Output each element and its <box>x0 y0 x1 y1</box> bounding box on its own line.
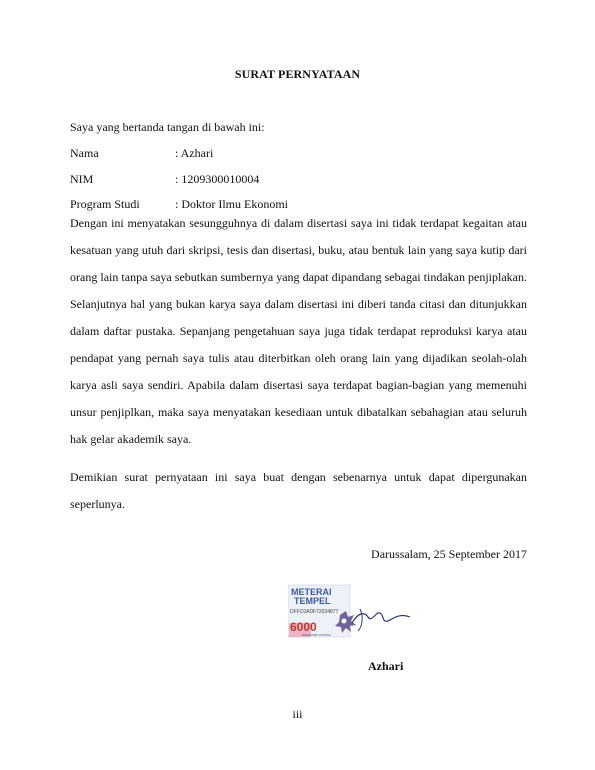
stamp-label-1: METERAI <box>291 587 332 597</box>
stamp-and-signature <box>288 583 418 638</box>
stamp-amount: 6000 <box>290 620 317 634</box>
field-value: : Doktor Ilmu Ekonomi <box>175 197 288 211</box>
field-nama <box>70 146 213 161</box>
field-nim <box>70 172 259 187</box>
place-date: Darussalam, 25 September 2017 <box>371 547 527 561</box>
field-label: Program Studi <box>70 197 140 211</box>
page-number: iii <box>292 707 303 721</box>
intro-text: Saya yang bertanda tangan di bawah ini: <box>70 120 265 134</box>
signature-stroke <box>358 609 362 631</box>
signer-name: Azhari <box>368 659 404 673</box>
stamp-label-2: TEMPEL <box>294 596 331 606</box>
closing-paragraph: Demikian surat pernyataan ini saya buat dengan sebenarnya untuk dapat dipergunakan seperlunya. <box>70 470 527 511</box>
stamp-amount-sub: ENAM RIBU RUPIAH <box>302 633 331 637</box>
field-value: : Azhari <box>175 146 214 160</box>
field-value: : 1209300010004 <box>175 172 260 186</box>
field-label: NIM <box>70 172 94 186</box>
signature-area <box>288 583 418 638</box>
handwritten-signature-icon <box>352 613 410 623</box>
field-label: Nama <box>70 146 99 160</box>
document-title: SURAT PERNYATAAN <box>234 67 361 81</box>
statement-paragraph: Dengan ini menyatakan sesungguhnya di dalam disertasi saya ini tidak terdapat kegaitan atau kesatuan yang utuh dari skripsi, tesis dan disertasi, buku, atau bentuk lain yang saya kutip dari orang lain tanpa saya sebutkan sumbernya yang dapat dipandang sebagai tindakan penjiplakan. Selanjutnya hal yang bukan karya saya dalam disertasi ini diberi tanda citasi dan ditunjukkan dalam daftar pustaka. Sepanjang pengetahuan saya juga tidak terdapat reproduksi karya atau pendapat yang pernah saya tulis atau diterbitkan oleh orang lain yang dijadikan seolah-olah karya asli saya sendiri. Apabila dalam disertasi saya terdapat bagian-bagian yang memenuhi unsur penjiplkan, maka saya menyatakan kesediaan untuk dibatalkan sebahagian atau seluruh hak gelar akademik saya. <box>70 216 527 446</box>
stamp-serial: DFFC0ADF72034877 <box>290 609 339 615</box>
